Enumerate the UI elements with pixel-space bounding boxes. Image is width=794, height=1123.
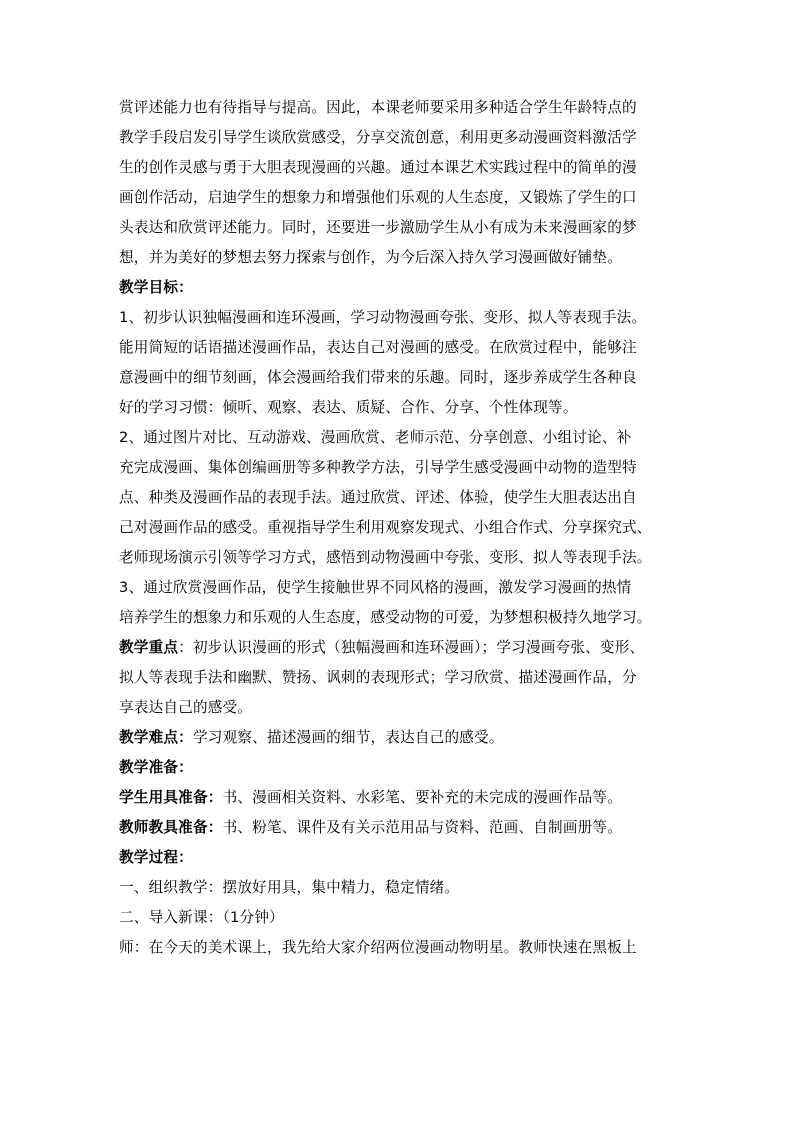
key-points-line: 享表达自己的感受。 <box>119 699 253 716</box>
prep-heading: 教学准备： <box>119 759 193 776</box>
intro-line: 教学手段启发引导学生谈欣赏感受，分享交流创意，利用更多动漫画资料激活学 <box>119 129 637 146</box>
key-points-label: 教学重点 <box>119 639 179 656</box>
process-step-1: 一、组织教学：摆放好用具，集中精力，稳定情绪。 <box>119 879 460 896</box>
document-body <box>119 93 679 963</box>
student-prep-label: 学生用具准备： <box>119 789 223 806</box>
objective-3-line: 3、通过欣赏漫画作品，使学生接触世界不同风格的漫画，激发学习漫画的热情 <box>119 579 632 596</box>
objectives-heading: 教学目标： <box>119 279 193 296</box>
objective-2-line: 点、种类及漫画作品的表现手法。通过欣赏、评述、体验，使学生大胆表达出自 <box>119 489 637 506</box>
objective-2-line: 老师现场演示引领等学习方式，感悟到动物漫画中夸张、变形、拟人等表现手法。 <box>119 549 652 566</box>
teacher-prep-line <box>119 813 679 843</box>
objective-1-line: 意漫画中的细节刻画，体会漫画给我们带来的乐趣。同时，逐步养成学生各种良 <box>119 369 637 386</box>
objective-1-line: 1、初步认识独幅漫画和连环漫画，学习动物漫画夸张、变形、拟人等表现手法。 <box>119 309 647 326</box>
key-points-line <box>119 633 679 663</box>
process-heading: 教学过程： <box>119 849 193 866</box>
key-points-line: 拟人等表现手法和幽默、赞扬、讽刺的表现形式；学习欣赏、描述漫画作品，分 <box>119 669 637 686</box>
teacher-prep-text: 书、粉笔、课件及有关示范用品与资料、范画、自制画册等。 <box>222 819 622 836</box>
difficulty-text: 学习观察、描述漫画的细节，表达自己的感受。 <box>192 729 504 746</box>
student-prep-line <box>119 783 679 813</box>
objective-2-line: 己对漫画作品的感受。重视指导学生利用观察发现式、小组合作式、分享探究式、 <box>119 519 652 536</box>
intro-line: 头表达和欣赏评述能力。同时，还要进一步激励学生从小有成为未来漫画家的梦 <box>119 219 637 236</box>
process-step-2: 二、导入新课：（1分钟） <box>119 909 284 926</box>
objective-1-line: 能用简短的话语描述漫画作品，表达自己对漫画的感受。在欣赏过程中，能够注 <box>119 339 637 356</box>
objective-1-line: 好的学习习惯：倾听、观察、表达、质疑、合作、分享、个性体现等。 <box>119 399 578 416</box>
student-prep-text: 书、漫画相关资料、水彩笔、要补充的未完成的漫画作品等。 <box>222 789 622 806</box>
objective-2-line: 2、通过图片对比、互动游戏、漫画欣赏、老师示范、分享创意、小组讨论、补 <box>119 429 632 446</box>
intro-line: 赏评述能力也有待指导与提高。因此，本课老师要采用多种适合学生年龄特点的 <box>119 99 637 116</box>
objective-3-line: 培养学生的想象力和乐观的人生态度，感受动物的可爱，为梦想积极持久地学习。 <box>119 609 652 626</box>
intro-line: 想，并为美好的梦想去努力探索与创作，为今后深入持久学习漫画做好铺垫。 <box>119 249 622 266</box>
teacher-line: 师：在今天的美术课上，我先给大家介绍两位漫画动物明星。教师快速在黑板上 <box>119 939 637 956</box>
intro-line: 画创作活动，启迪学生的想象力和增强他们乐观的人生态度，又锻炼了学生的口 <box>119 189 637 206</box>
difficulty-label: 教学难点： <box>119 729 193 746</box>
objective-2-line: 充完成漫画、集体创编画册等多种教学方法，引导学生感受漫画中动物的造型特 <box>119 459 637 476</box>
difficulty-line <box>119 723 679 753</box>
intro-line: 生的创作灵感与勇于大胆表现漫画的兴趣。通过本课艺术实践过程中的简单的漫 <box>119 159 637 176</box>
key-points-text: ：初步认识漫画的形式（独幅漫画和连环漫画）；学习漫画夸张、变形、 <box>178 639 645 656</box>
teacher-prep-label: 教师教具准备： <box>119 819 223 836</box>
